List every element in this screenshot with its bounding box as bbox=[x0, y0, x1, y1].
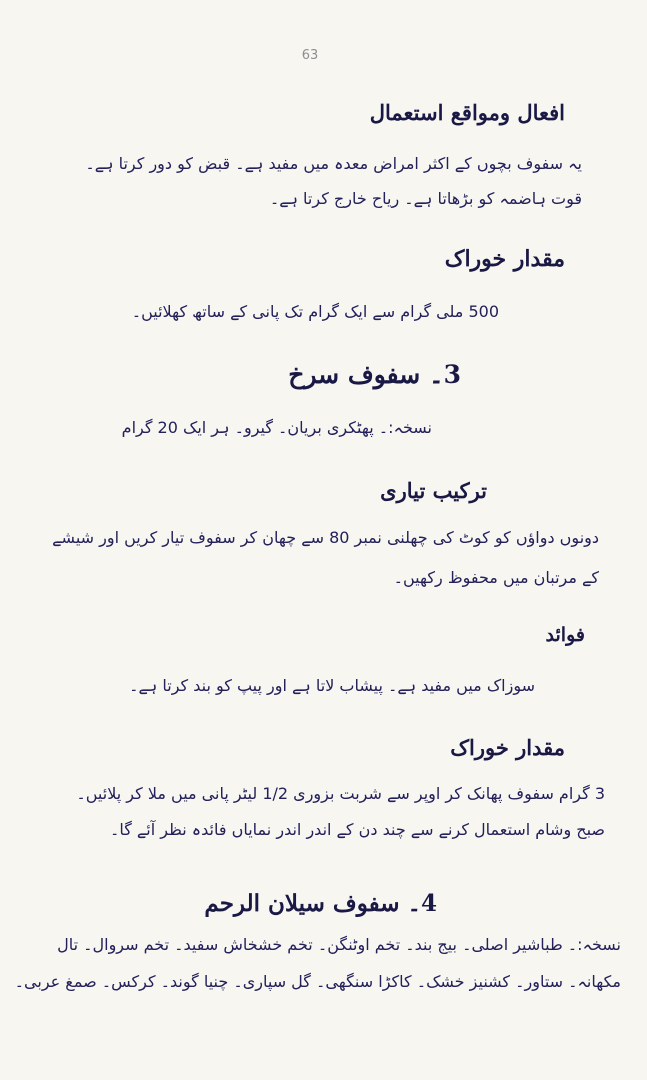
recipe-4-line-1: نسخہ:۔ طباشیر اصلی۔ بیج بند۔ تخم اوٹنگن۔ تخم خشخاش سفید۔ تخم سروال۔ تال bbox=[57, 935, 621, 954]
benefits-line-1: سوزاک میں مفید ہے۔ پیشاب لاتا ہے اور پیپ کو بند کرتا ہے۔ bbox=[129, 676, 535, 695]
heading-benefits: فوائد bbox=[545, 624, 585, 646]
dosage-1-line-1: 500 ملی گرام سے ایک گرام تک پانی کے ساتھ کھلائیں۔ bbox=[131, 302, 499, 321]
heading-recipe-3: 3۔ سفوف سرخ bbox=[288, 360, 461, 389]
page-number: 63 bbox=[301, 48, 319, 63]
effects-line-2: قوت ہاضمہ کو بڑھاتا ہے۔ ریاح خارج کرتا ہے۔ bbox=[269, 189, 582, 208]
recipe-4-line-2: مکھانہ۔ ستاور۔ کشنیز خشک۔ کاکڑا سنگھی۔ گل سپاری۔ چنیا گوند۔ کرکس۔ صمغ عربی۔ bbox=[14, 972, 621, 991]
heading-preparation: ترکیب تیاری bbox=[380, 478, 487, 503]
heading-recipe-4: 4۔ سفوف سیلان الرحم bbox=[204, 890, 437, 917]
heading-dosage-2: مقدار خوراک bbox=[450, 735, 565, 760]
dosage-2-line-2: صبح وشام استعمال کرنے سے چند دن کے اندر اندر نمایاں فائدہ نظر آئے گا۔ bbox=[109, 820, 605, 839]
recipe-3-line-1: نسخہ:۔ پھٹکری بریان۔ گیرو۔ ہر ایک 20 گرام bbox=[121, 418, 432, 437]
dosage-2-line-1: 3 گرام سفوف پھانک کر اوپر سے شربت بزوری 1/2 لیٹر پانی میں ملا کر پلائیں۔ bbox=[76, 784, 605, 803]
heading-dosage-1: مقدار خوراک bbox=[444, 246, 565, 272]
preparation-line-2: کے مرتبان میں محفوظ رکھیں۔ bbox=[393, 568, 599, 587]
heading-effects-usage: افعال ومواقع استعمال bbox=[369, 100, 565, 125]
effects-line-1: یہ سفوف بچوں کے اکثر امراض معدہ میں مفید ہے۔ قبض کو دور کرتا ہے۔ bbox=[85, 154, 582, 173]
preparation-line-1: دونوں دواؤں کو کوٹ کی چھلنی نمبر 80 سے چھان کر سفوف تیار کریں اور شیشے bbox=[52, 528, 599, 547]
